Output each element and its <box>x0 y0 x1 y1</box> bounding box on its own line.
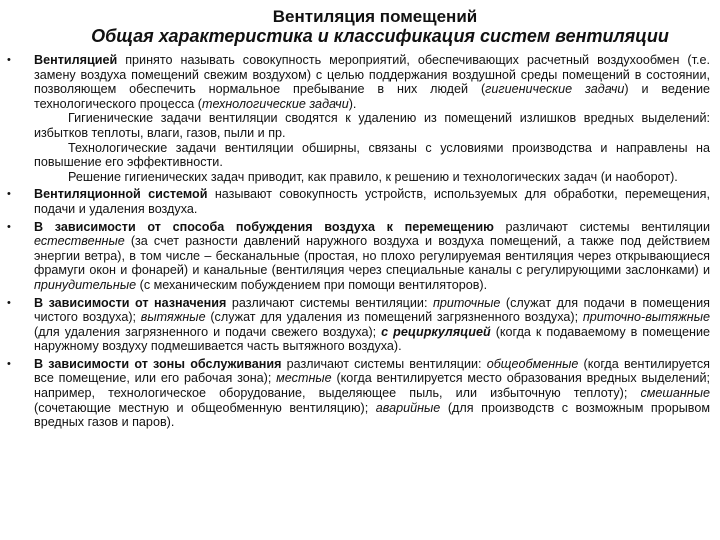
bullet-icon: • <box>7 220 11 233</box>
ventilation-definition-text: Вентиляцией принято называть совокупность мероприятий, обеспечивающих расчетный воздухообмен (т.е. замену воздуха помещений свежим воздухом) с целью поддержания воздушной среды помещений в состоянии, позволяющем обеспечить нормальное пребывание в них людей (гигиенические задачи) и ведение технологического процесса (технологические задачи). <box>34 53 710 111</box>
bullet-item-by-service-zone <box>7 356 710 430</box>
bullet-item-by-air-motion <box>7 219 710 293</box>
hygienic-tasks-paragraph: Гигиенические задачи вентиляции сводятся к удалению из помещений излишков вредных выделений: избытков теплоты, влаги, газов, пыли и пр. <box>34 111 710 140</box>
bullet-icon: • <box>7 188 11 201</box>
slide-subtitle: Общая характеристика и классификация систем вентиляции <box>91 26 669 46</box>
bullet-icon: • <box>7 357 11 370</box>
by-service-zone-text: В зависимости от зоны обслуживания различают системы вентиляции: общеобменные (когда вентилируется все помещение, или его рабочая зона); местные (когда вентилируется место образования вредных выделений; например, технологическое оборудование, выделяющее пыль, или избыточную теплоту); смешанные (сочетающие местную и общеобменную вентиляцию); аварийные (для производств с возможным прорывом вредных газов и паров). <box>34 356 710 430</box>
ventilation-system-text: Вентиляционной системой называют совокупность устройств, используемых для обработки, перемещения, подачи и удаления воздуха. <box>34 187 710 216</box>
technological-tasks-paragraph: Технологические задачи вентиляции обширны, связаны с условиями производства и направлены на повышение его эффективности. <box>34 140 710 170</box>
bullet-item-by-purpose <box>7 295 710 354</box>
bullet-item-ventilation-system <box>7 187 710 216</box>
by-air-motion-text: В зависимости от способа побуждения воздуха к перемещению различают системы вентиляции естественные (за счет разности давлений наружного воздуха и воздуха помещений, а также под действием энергии ветра), в том числе – бесканальные (простая, но плохо регулируемая вентиляция через открывающиеся фрамуги окон и фонарей) и канальные (вентиляция через специальные каналы с регулирующими заслонками) и принудительные (с механическим побуждением при помощи вентиляторов). <box>34 219 710 292</box>
bullet-icon: • <box>7 296 11 309</box>
by-purpose-text: В зависимости от назначения различают системы вентиляции: приточные (служат для подачи в помещения чистого воздуха); вытяжные (служат для удаления из помещений загрязненного воздуха); приточно-вытяжные (для удаления загрязненного и подачи свежего воздуха); с рециркуляцией (когда к подаваемому в помещение наружному воздуху подмешивается часть вытяжного воздуха). <box>34 295 710 354</box>
bullet-icon: • <box>7 54 11 66</box>
slide-content <box>7 53 710 430</box>
bullet-item-ventilation-definition <box>7 53 710 184</box>
slide-title: Вентиляция помещений <box>272 7 478 26</box>
tasks-relation-paragraph: Решение гигиенических задач приводит, как правило, к решению и технологических задач (и наоборот). <box>68 169 678 184</box>
